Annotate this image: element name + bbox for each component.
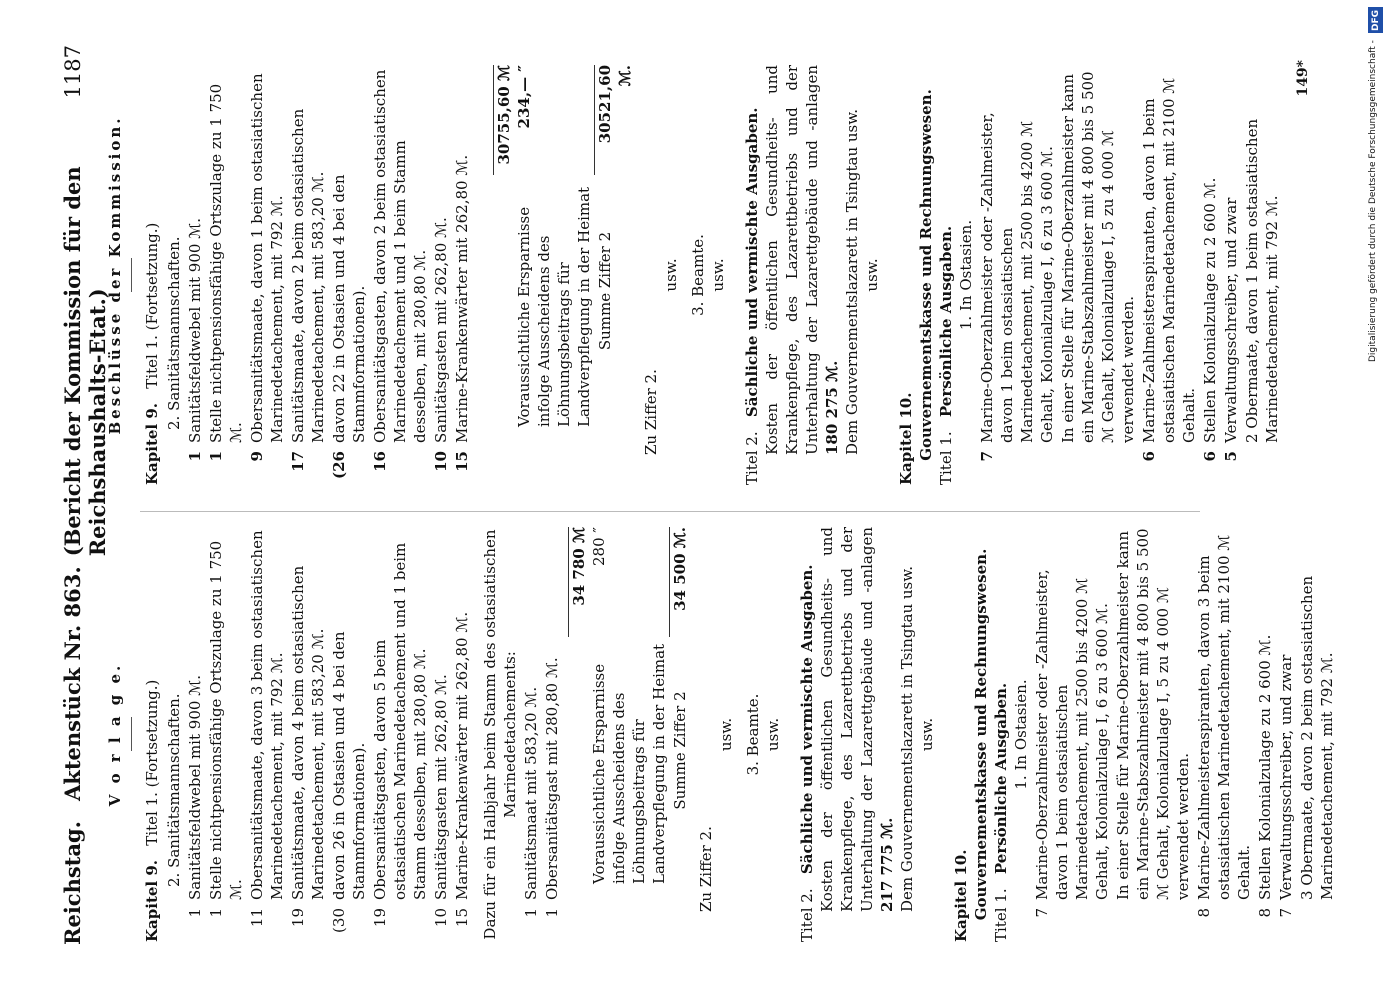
- kapitel-10-label: Kapitel 10.: [897, 392, 915, 485]
- list-item: [185, 65, 205, 485]
- item-count: [1242, 443, 1282, 485]
- summe-label: Summe Ziffer 2: [671, 691, 689, 810]
- titel-2-amount: 180 275 ℳ.: [823, 360, 841, 455]
- item-text: Stellen Kolonialzulage zu 2 600 ℳ.: [1256, 634, 1274, 900]
- item-count: 19: [289, 908, 307, 928]
- item-text: Stelle nichtpensionsfähige Ortszulage zu 1 750 ℳ.: [207, 540, 245, 900]
- titel-2-amount: 217 775 ℳ.: [878, 817, 896, 912]
- item-list: [185, 65, 472, 485]
- dazu-list: [521, 527, 562, 942]
- list-item: [206, 527, 246, 942]
- item-text: Sanitätsmaate, davon 2 beim ostasiatischen Marinedetachement, mit 583,20 ℳ.: [289, 108, 327, 443]
- item-text: Obersanitätsgasten, davon 5 beim ostasiatischen Marinedetachement und 1 beim Stamm desselben, mit 280,80 ℳ.: [371, 542, 429, 900]
- item-list: [185, 527, 472, 942]
- item-text: Verwaltungsschreiber, und zwar: [1222, 197, 1240, 443]
- summe-amount: 34 500 ℳ.: [671, 527, 689, 611]
- item-text: Marine-Oberzahlmeister oder -Zahlmeister, davon 1 beim ostasiatischen Marinedetachement, mit 2500 bis 4200 ℳ Gehalt, Kolonialzulage I, 6 zu 3 600 ℳ.: [978, 112, 1056, 443]
- beamte-heading: 3. Beamte.: [689, 234, 707, 316]
- item-text: davon 26 in Ostasien und 4 bei den Stammformationen).: [330, 631, 368, 900]
- titel-1-label: Titel 1. (Fortsetzung.): [143, 679, 161, 846]
- ziffer-label: Zu Ziffer 2.: [642, 369, 660, 455]
- amount-total: 34 780 ℳ: [570, 527, 588, 606]
- item-text: Sanitätsmaate, davon 4 beim ostasiatischen Marinedetachement, mit 583,20 ℳ.: [289, 565, 327, 900]
- titel-2-label: Titel 2.: [743, 431, 761, 485]
- list-item: [1194, 527, 1254, 942]
- titel-1-label-2: Titel 1.: [992, 888, 1010, 942]
- item-count: 1: [207, 908, 225, 918]
- item-text: Marine-Zahlmeisteraspiranten, davon 3 beim ostasiatischen Marinedetachement, mit 2100 ℳ Gehalt.: [1195, 534, 1253, 900]
- item-count: 10: [432, 908, 450, 928]
- item-count: 6: [1140, 451, 1158, 462]
- list-item: [452, 65, 472, 485]
- pers-heading: Persönliche Ausgaben.: [937, 225, 955, 418]
- signature-mark: 149*: [1295, 60, 1311, 97]
- column-vorlage: [105, 527, 1338, 942]
- item-count: [1113, 900, 1193, 942]
- list-item: [542, 527, 562, 942]
- beschluesse-heading: Beschlüsse der Kommission.: [106, 115, 124, 435]
- item-text: Obersanitätsmaate, davon 3 beim ostasiatischen Marinedetachement, mit 792 ℳ.: [248, 530, 286, 900]
- header-left: Reichstag.: [60, 821, 85, 945]
- list-item: [1221, 65, 1241, 485]
- sum-block: [493, 65, 635, 485]
- ersparnis-text: Voraussichtliche Ersparnisse infolge Ausscheidens des Löhnungsbeitrags für Landverpflegung in der Heimat: [590, 643, 668, 884]
- item-count: 6: [1201, 451, 1219, 462]
- page-header: [60, 45, 110, 945]
- gouv-heading: Gouvernementskasse und Rechnungswesen.: [972, 548, 990, 921]
- titel-1-label: Titel 1. (Fortsetzung.): [143, 222, 161, 389]
- titel-1-label-2: Titel 1.: [937, 431, 955, 485]
- heading-rule: [131, 258, 132, 292]
- item-list-10: [977, 65, 1282, 485]
- ersparnis-amount: 234,— ″: [515, 65, 533, 129]
- item-count: 8: [1195, 908, 1213, 918]
- kapitel-10-label: Kapitel 10.: [952, 849, 970, 942]
- gouv-heading: Gouvernementskasse und Rechnungswesen.: [917, 89, 935, 461]
- list-item: [1058, 65, 1138, 485]
- list-item: [1139, 65, 1199, 485]
- item-text: Marine-Krankenwärter mit 262,80 ℳ.: [453, 611, 471, 900]
- kapitel-9-label: Kapitel 9.: [143, 860, 161, 942]
- usw-text: usw.: [764, 717, 782, 752]
- summe-amount: 30521,60 ℳ.: [596, 65, 634, 144]
- usw-text: usw.: [662, 258, 680, 292]
- item-text: Sanitätsmaat mit 583,20 ℳ.: [522, 686, 540, 900]
- list-item: [431, 65, 451, 485]
- item-text: Marine-Oberzahlmeister oder -Zahlmeister, davon 1 beim ostasiatischen Marinedetachement, mit 2500 bis 4200 ℳ Gehalt, Kolonialzulage I, 6 zu 3 600 ℳ.: [1033, 569, 1111, 900]
- list-item: [329, 527, 369, 942]
- dfg-logo: DFG: [1368, 7, 1383, 33]
- item-text: Marine-Zahlmeisteraspiranten, davon 1 beim ostasiatischen Marinedetachement, mit 2100 ℳ Gehalt.: [1140, 77, 1198, 443]
- sub-heading: 2. Sanitätsmannschaften.: [165, 236, 183, 430]
- list-item: [288, 527, 328, 942]
- item-count: 1: [207, 451, 225, 462]
- summe-label: Summe Ziffer 2: [596, 231, 614, 351]
- list-item: [977, 65, 1057, 485]
- list-item: [329, 65, 369, 485]
- list-item: [1113, 527, 1193, 942]
- heading-rule: [131, 718, 132, 752]
- item-text: 2 Obermaate, davon 1 beim ostasiatischen Marinedetachement, mit 792 ℳ.: [1243, 118, 1281, 443]
- item-count: 8: [1256, 908, 1274, 918]
- item-count: 16: [371, 451, 389, 472]
- list-item: [1242, 65, 1282, 485]
- list-item: [288, 65, 328, 485]
- item-count: 9: [248, 451, 266, 462]
- header-page-number: 1187: [61, 45, 85, 99]
- ersparnis-amount: 280 ″: [590, 527, 608, 567]
- item-count: 1: [186, 451, 204, 462]
- sum-block: [568, 527, 690, 942]
- item-text: Sanitätsfeldwebel mit 900 ℳ.: [186, 218, 204, 443]
- usw-text: usw.: [863, 258, 881, 292]
- kapitel-9-label: Kapitel 9.: [143, 403, 161, 485]
- titel-2-text: Kosten der öffentlichen Gesundheits- und Krankenpflege, des Lazarettbetriebs und der Unterhaltung der Lazarettgebäude und -anlagen: [763, 65, 821, 455]
- ostasien-heading: 1. In Ostasien.: [1012, 679, 1030, 790]
- list-item: [1032, 527, 1112, 942]
- list-item: [247, 527, 287, 942]
- header-aktenstueck: Aktenstück Nr. 863.: [60, 566, 85, 802]
- list-item: [370, 65, 430, 485]
- item-count: 1: [522, 908, 540, 918]
- sub-heading: 2. Sanitätsmannschaften.: [165, 693, 183, 887]
- list-item: [247, 65, 287, 485]
- list-item: [1297, 527, 1337, 942]
- item-text: davon 22 in Ostasien und 4 bei den Stammformationen).: [330, 174, 368, 443]
- item-text: Obersanitätsmaate, davon 1 beim ostasiatischen Marinedetachement, mit 792 ℳ.: [248, 73, 286, 443]
- pers-heading: Persönliche Ausgaben.: [992, 682, 1010, 875]
- ostasien-heading: 1. In Ostasien.: [957, 219, 975, 331]
- titel-2-text: Kosten der öffentlichen Gesundheits- und Krankenpflege, des Lazarettbetriebs und der Unterhaltung der Lazarettgebäude und -anlagen: [818, 527, 876, 912]
- item-text: Obersanitätsgast mit 280,80 ℳ.: [543, 657, 561, 900]
- usw-text: usw.: [717, 717, 735, 752]
- item-count: 17: [289, 451, 307, 472]
- item-count: 5: [1222, 451, 1240, 462]
- item-text: Stelle nichtpensionsfähige Ortszulage zu 1 750 ℳ.: [207, 83, 245, 443]
- item-text: Stellen Kolonialzulage zu 2 600 ℳ.: [1201, 177, 1219, 443]
- amount-total: 30755,60 ℳ: [495, 65, 513, 165]
- list-item: [370, 527, 430, 942]
- item-text: In einer Stelle für Marine-Oberzahlmeister kann ein Marine-Stabszahlmeister mit 4 800 bis 5 500 ℳ Gehalt, Kolonialzulage I, 5 zu 4 000 ℳ verwendet werden.: [1114, 528, 1192, 900]
- list-item: [521, 527, 541, 942]
- item-text: Marine-Krankenwärter mit 262,80 ℳ.: [453, 154, 471, 443]
- list-item: [452, 527, 472, 942]
- header-title: (Bericht der Kommission für den Reichshaushalts-Etat.): [60, 166, 110, 557]
- item-text: 3 Obermaate, davon 2 beim ostasiatischen Marinedetachement, mit 792 ℳ.: [1298, 575, 1336, 900]
- column-beschluesse: [105, 65, 1283, 485]
- list-item: [1276, 527, 1296, 942]
- list-item: [1200, 65, 1220, 485]
- item-count: 1: [543, 908, 561, 918]
- item-count: 7: [1033, 908, 1051, 918]
- titel-2-text-2: Dem Gouvernementslazarett in Tsingtau usw.: [843, 108, 861, 455]
- item-count: 7: [1277, 908, 1295, 918]
- item-count: 7: [978, 451, 996, 462]
- item-text: Sanitätsgasten mit 262,80 ℳ.: [432, 674, 450, 900]
- item-count: 1: [186, 908, 204, 918]
- item-count: 11: [248, 908, 266, 928]
- vorlage-heading: V o r l a g e.: [106, 662, 124, 807]
- list-item: [206, 65, 246, 485]
- list-item: [1255, 527, 1275, 942]
- column-divider: [140, 511, 1200, 512]
- item-text: Sanitätsfeldwebel mit 900 ℳ.: [186, 675, 204, 900]
- item-count: 19: [371, 908, 389, 928]
- item-list-10: [1032, 527, 1337, 942]
- usw-text: usw.: [918, 717, 936, 752]
- item-count: (26: [330, 451, 348, 479]
- item-count: (30: [330, 908, 348, 933]
- item-count: 10: [432, 451, 450, 472]
- dazu-text: Dazu für ein Halbjahr beim Stamm des ostasiatischen Marinedetachements:: [481, 529, 519, 940]
- item-text: In einer Stelle für Marine-Oberzahlmeister kann ein Marine-Stabszahlmeister mit 4 800 bis 5 500 ℳ Gehalt, Kolonialzulage I, 5 zu 4 000 ℳ verwendet werden.: [1059, 71, 1137, 443]
- usw-text: usw.: [709, 258, 727, 292]
- item-count: 15: [453, 908, 471, 928]
- item-text: Verwaltungsschreiber, und zwar: [1277, 654, 1295, 900]
- item-text: Obersanitätsgasten, davon 2 beim ostasiatischen Marinedetachement und 1 beim Stamm desselben, mit 280,80 ℳ.: [371, 69, 429, 443]
- titel-2-text-2: Dem Gouvernementslazarett in Tsingtau usw.: [898, 565, 916, 912]
- digitization-note: Digitalisierung gefördert durch die Deutsche Forschungsgemeinschaft -: [1368, 40, 1378, 362]
- ersparnis-text: Voraussichtliche Ersparnisse infolge Ausscheidens des Löhnungsbeitrags für Landverpflegung in der Heimat: [515, 186, 593, 427]
- ziffer-label: Zu Ziffer 2.: [697, 826, 715, 912]
- list-item: [185, 527, 205, 942]
- titel-2-heading: Sächliche und vermischte Ausgaben.: [743, 107, 761, 418]
- titel-2-heading: Sächliche und vermischte Ausgaben.: [798, 564, 816, 875]
- titel-2-label: Titel 2.: [798, 888, 816, 942]
- item-text: Sanitätsgasten mit 262,80 ℳ.: [432, 217, 450, 443]
- list-item: [431, 527, 451, 942]
- beamte-heading: 3. Beamte.: [744, 693, 762, 776]
- item-count: [1297, 900, 1337, 942]
- item-count: [1058, 443, 1138, 485]
- item-count: 15: [453, 451, 471, 472]
